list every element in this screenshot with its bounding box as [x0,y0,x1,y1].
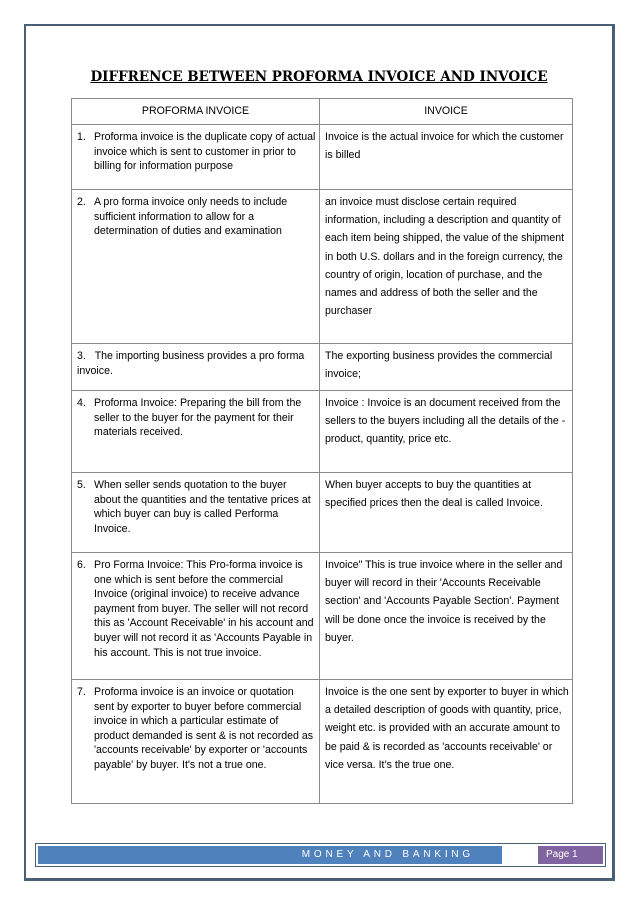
proforma-text: Proforma invoice is an invoice or quotation sent by exporter to buyer before commercial invoice in which a particular estimate of product demanded is sent & is not recorded as 'accounts receivable' by exporter or 'accounts payable' by buyer. It's not a true one. [94,686,314,771]
table-row [72,190,573,344]
proforma-cell [72,553,320,680]
row-number: 6. [77,559,86,571]
invoice-cell: Invoice : Invoice is an document received from the sellers to the buyers including all the details of the -product, quantity, price etc. [320,391,573,473]
header-proforma-invoice: PROFORMA INVOICE [72,99,320,125]
proforma-text: The importing business provides a pro forma invoice. [77,350,305,377]
invoice-cell: Invoice is the one sent by exporter to buyer in which a detailed description of goods with quantity, price, weight etc. is provided with an accurate amount to be paid & is recorded as 'accounts receivable' or vice versa. It’s the true one. [320,680,573,804]
row-number: 3. [77,350,86,362]
header-invoice: INVOICE [320,99,573,125]
table-row [72,473,573,553]
table-row [72,125,573,190]
row-number: 5. [77,479,86,491]
proforma-cell [72,190,320,344]
comparison-table [71,98,573,804]
table-row [72,680,573,804]
proforma-cell [72,680,320,804]
proforma-cell [72,344,320,391]
proforma-text: Proforma invoice is the duplicate copy of actual invoice which is sent to customer in prior to billing for information purpose [94,131,316,173]
table-row [72,553,573,680]
invoice-cell: When buyer accepts to buy the quantities at specified prices then the deal is called Invoice. [320,473,573,553]
document-title: DIFFRENCE BETWEEN PROFORMA INVOICE AND INVOICE [90,69,548,85]
proforma-cell [72,391,320,473]
proforma-cell [72,473,320,553]
row-number: 2. [77,196,86,208]
row-number: 7. [77,686,86,698]
invoice-cell: an invoice must disclose certain required information, including a description and quantity of each item being shipped, the value of the shipment in both U.S. dollars and in the foreign currency, the country of origin, location of purchase, and the names and address of both the seller and the purchaser [320,190,573,344]
proforma-text: Pro Forma Invoice: This Pro-forma invoice is one which is sent before the commercial Invoice (original invoice) to receive advance payment from buyer. The seller will not record this as 'Account Receivable' in his account and buyer will not record it as 'Accounts Payable in his account. This is not true invoice. [94,559,314,659]
proforma-text: Proforma Invoice: Preparing the bill from the seller to the buyer for the payment for their materials received. [94,397,302,439]
invoice-cell: Invoice" This is true invoice where in the seller and buyer will record in their 'Accounts Receivable section' and 'Accounts Payable Section'. Payment will be done once the invoice is received by the buyer. [320,553,573,680]
invoice-cell: The exporting business provides the commercial invoice; [320,344,573,391]
footer-subject: MONEY AND BANKING [38,846,502,864]
row-number: 1. [77,131,86,143]
proforma-text: When seller sends quotation to the buyer about the quantities and the tentative prices at which buyer can buy is called Performa Invoice. [94,479,311,535]
footer-page-number: Page 1 [538,846,603,864]
table-row [72,391,573,473]
table-header-row [72,99,573,125]
proforma-cell [72,125,320,190]
proforma-text: A pro forma invoice only needs to include sufficient information to allow for a determination of duties and examination [94,196,288,238]
page-footer [35,843,606,867]
table-row [72,344,573,391]
row-number: 4. [77,397,86,409]
invoice-cell: Invoice is the actual invoice for which the customer is billed [320,125,573,190]
